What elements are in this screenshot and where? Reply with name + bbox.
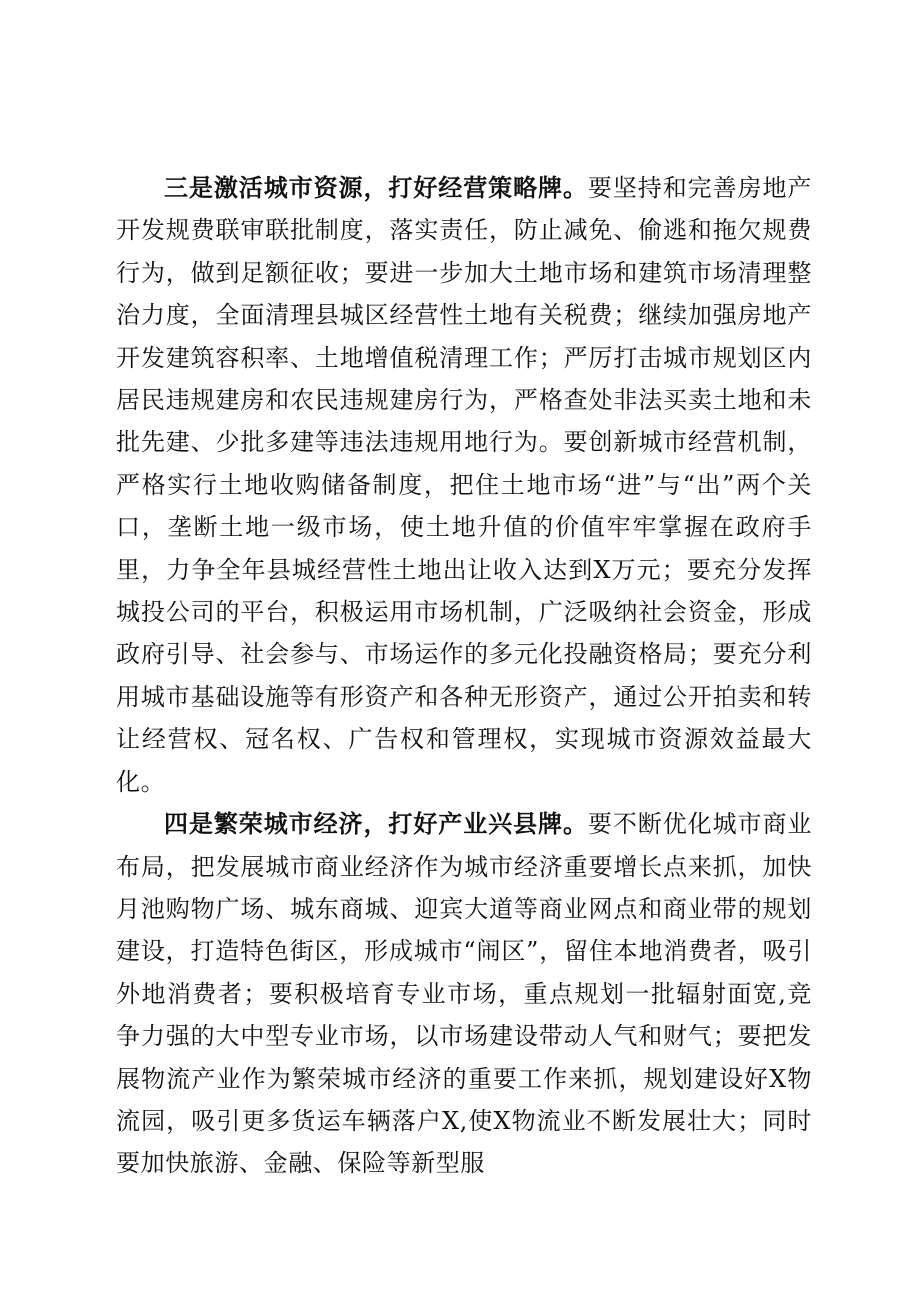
paragraph-text-urban-economy: 要不断优化城市商业布局，把发展城市商业经济作为城市经济重要增长点来抓，加快月池购物广场、城东商城、迎宾大道等商业网点和商业带的规划建设，打造特色街区，形成城市“闹区”，留住本地消费者，吸引外地消费者；要积极培育专业市场，重点规划一批辐射面宽,竞争力强的大中型专业市场，以市场建设带动人气和财气；要把发展物流产业作为繁荣城市经济的重要工作来抓，规划建设好X物流园，吸引更多货运车辆落户X,使X物流业不断发展壮大；同时要加快旅游、金融、保险等新型服 [116,810,812,1178]
document-body [116,167,812,1185]
paragraph-urban-economy [116,803,812,1185]
paragraph-urban-resources [116,167,812,803]
paragraph-text-urban-resources: 要坚持和完善房地产开发规费联审联批制度，落实责任，防止减免、偷逃和拖欠规费行为，做到足额征收；要进一步加大土地市场和建筑市场清理整治力度，全面清理县城区经营性土地有关税费；继续加强房地产开发建筑容积率、土地增值税清理工作；严厉打击城市规划区内居民违规建房和农民违规建房行为，严格查处非法买卖土地和未批先建、少批多建等违法违规用地行为。要创新城市经营机制，严格实行土地收购储备制度，把住土地市场“进”与“出”两个关口，垄断土地一级市场，使土地升值的价值牢牢掌握在政府手里，力争全年县城经营性土地出让收入达到X万元；要充分发挥城投公司的平台，积极运用市场机制，广泛吸纳社会资金，形成政府引导、社会参与、市场运作的多元化投融资格局；要充分利用城市基础设施等有形资产和各种无形资产，通过公开拍卖和转让经营权、冠名权、广告权和管理权，实现城市资源效益最大化。 [116,174,812,796]
paragraph-heading-urban-economy: 四是繁荣城市经济，打好产业兴县牌。 [164,809,588,839]
paragraph-heading-urban-resources: 三是激活城市资源，打好经营策略牌。 [164,173,588,202]
